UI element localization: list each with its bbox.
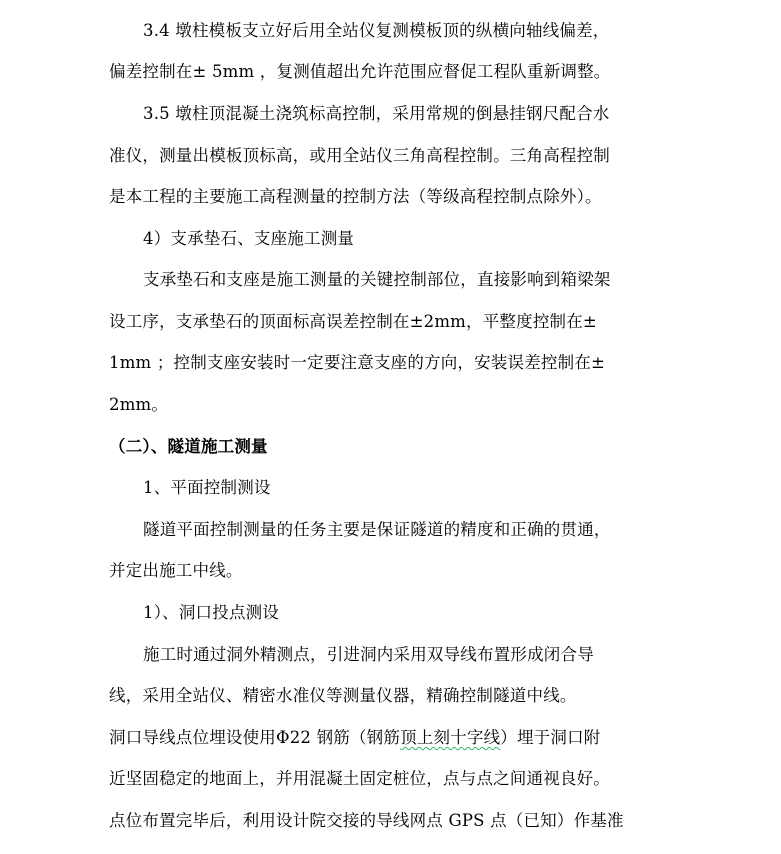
paragraph-line: 支承垫石和支座是施工测量的关键控制部位，直接影响到箱梁架	[143, 270, 611, 289]
paragraph-line: 3.4 墩柱模板支立好后用全站仪复测模板顶的纵横向轴线偏差，	[143, 21, 610, 40]
paragraph-line: 3.5 墩柱顶混凝土浇筑标高控制，采用常规的倒悬挂钢尺配合水	[143, 104, 610, 123]
subsection-heading: 1）、洞口投点测设	[143, 603, 280, 622]
text-run: 洞口导线点位埋设使用Φ22 钢筋（钢筋	[109, 728, 401, 747]
paragraph-line: 施工时通过洞外精测点，引进洞内采用双导线布置形成闭合导	[143, 645, 594, 664]
subsection-heading: 1、平面控制测设	[143, 478, 271, 497]
section-heading: （二）、隧道施工测量	[109, 437, 268, 456]
paragraph-line: 隧道平面控制测量的任务主要是保证隧道的精度和正确的贯通，	[143, 520, 611, 539]
subsection-heading: 4）支承垫石、支座施工测量	[143, 229, 355, 248]
paragraph-line: 点位布置完毕后，利用设计院交接的导线网点 GPS 点（已知）作基准	[109, 811, 624, 830]
paragraph-line	[109, 727, 669, 749]
paragraph-line: 准仪，测量出模板顶标高，或用全站仪三角高程控制。三角高程控制	[109, 146, 610, 165]
paragraph-line: 2mm。	[109, 395, 169, 414]
paragraph-line: 设工序，支承垫石的顶面标高误差控制在±2mm，平整度控制在±	[109, 312, 597, 331]
text-run: ）埋于洞口附	[500, 728, 601, 747]
paragraph-line: 是本工程的主要施工高程测量的控制方法（等级高程控制点除外）。	[109, 187, 602, 206]
paragraph-line: 并定出施工中线。	[109, 561, 243, 580]
paragraph-line: 近坚固稳定的地面上，并用混凝土固定桩位，点与点之间通视良好。	[109, 769, 610, 788]
paragraph-line: 1mm ；控制支座安装时一定要注意支座的方向，安装误差控制在±	[109, 353, 606, 372]
paragraph-line: 线，采用全站仪、精密水准仪等测量仪器，精确控制隧道中线。	[109, 686, 577, 705]
spellcheck-marked-text: 顶上刻十字线	[400, 728, 501, 747]
paragraph-line: 偏差控制在± 5mm ，复测值超出允许范围应督促工程队重新调整。	[109, 62, 611, 81]
